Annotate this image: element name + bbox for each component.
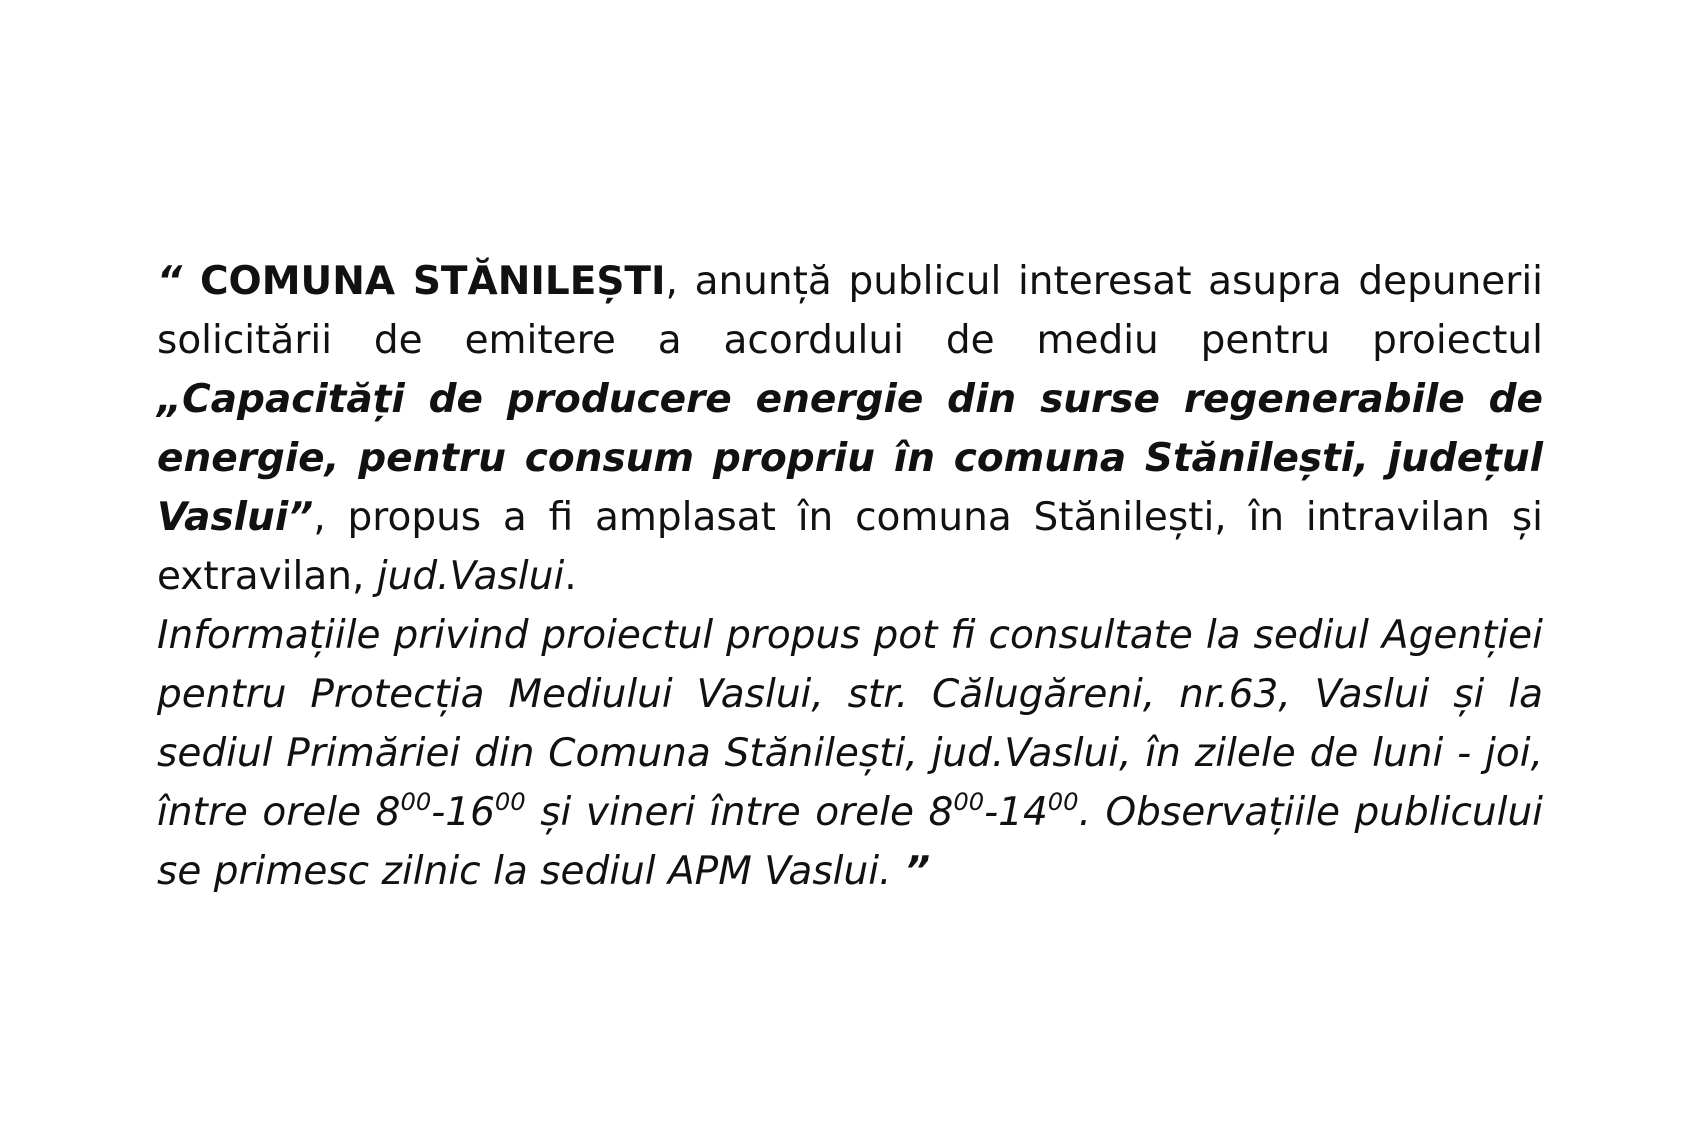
hours-mon-thu-start-minutes: 00 [400,788,432,817]
issuing-authority: COMUNA STĂNILEȘTI [199,259,666,304]
public-notice [157,252,1543,901]
notice-paragraph-information [157,606,1543,901]
closing-quote: ” [891,849,931,894]
hours-fri-start-minutes: 00 [953,788,985,817]
hours-mon-thu-separator: - [431,790,446,835]
hours-fri-end-minutes: 00 [1047,788,1079,817]
hours-mon-thu-end: 16 [445,790,495,835]
friday-text: și vineri între orele [525,790,929,835]
consultation-info-text: Informațiile privind proiectul propus pot fi consultate la sediul Agenției pentru Protecția Mediului Vaslui, str. Călugăreni, nr.63, Vaslui și la sediul Primăriei din Comuna Stănilești, jud.Vaslui, în zilele de luni - joi, între orele [157,613,1543,835]
project-title: „Capacități de producere energie din surse regenerabile de energie, pentru consum propriu în comuna Stănilești, județul Vaslui” [157,377,1543,540]
hours-fri-separator: - [984,790,999,835]
observations-text: Observațiile publicului se primesc zilnic la sediul APM Vaslui. [157,790,1543,894]
after-hours-punctuation: . [1078,790,1106,835]
announcement-text: , anunță publicul interesat asupra depunerii solicitării de emitere a acordului de mediu pentru proiectul [157,259,1544,363]
announcement-end: . [564,554,577,599]
county-name: jud.Vaslui [376,554,565,599]
hours-fri [928,790,1078,835]
opening-quote: “ [157,259,200,304]
hours-fri-end: 14 [998,790,1048,835]
hours-mon-thu-start: 8 [375,790,401,835]
hours-mon-thu-end-minutes: 00 [494,788,526,817]
hours-mon-thu [376,790,526,835]
hours-fri-start: 8 [928,790,954,835]
notice-paragraph-announcement [157,252,1543,606]
location-text: , propus a fi amplasat în comuna Stănilești, în intravilan și extravilan, [157,495,1543,599]
